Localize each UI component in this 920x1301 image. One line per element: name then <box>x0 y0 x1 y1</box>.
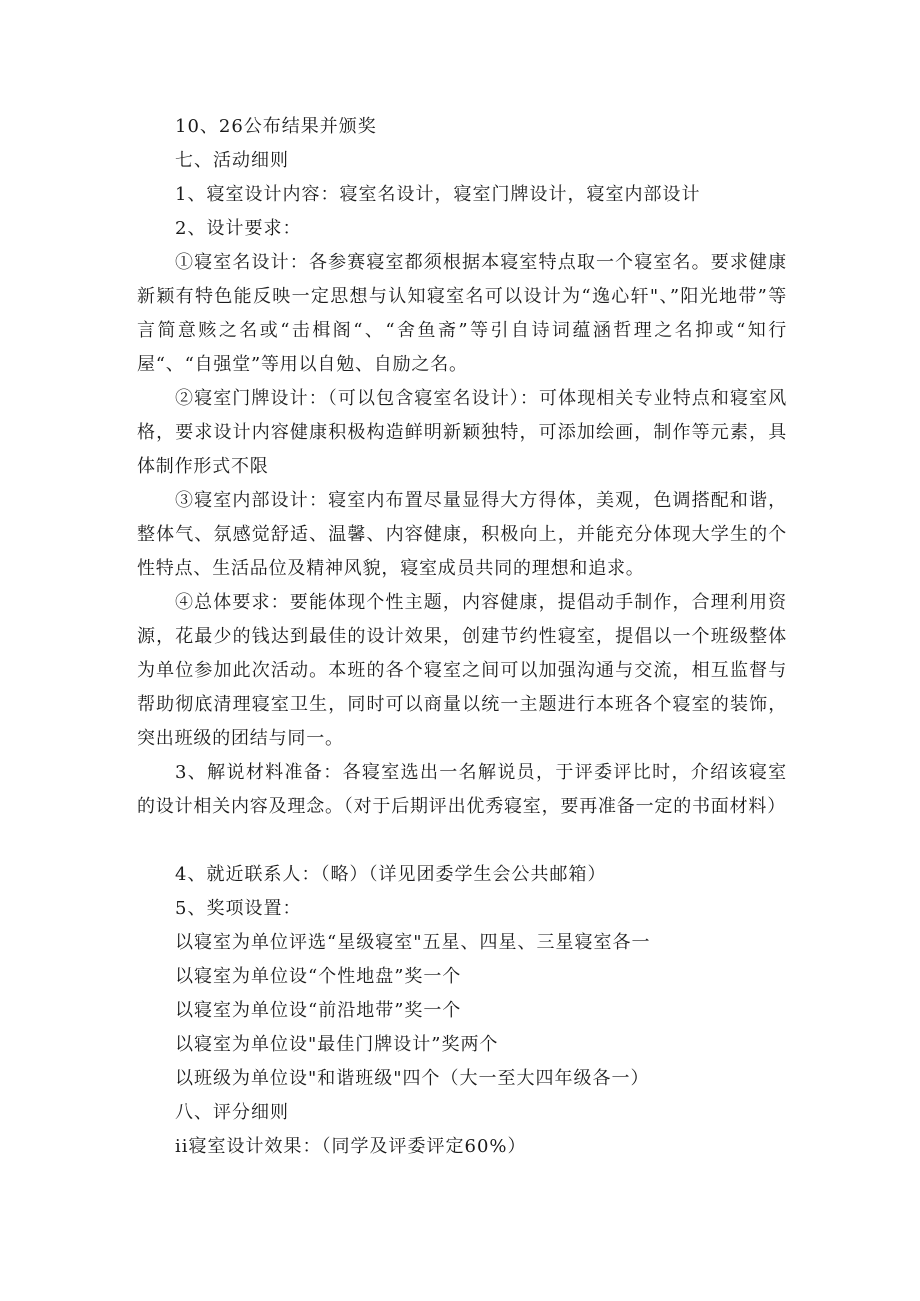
awards-heading: 5、奖项设置： <box>175 898 302 919</box>
design-content-line: 1、寝室设计内容：寝室名设计，寝室门牌设计，寝室内部设计 <box>175 184 701 205</box>
award-harmonious-class: 以班级为单位设"和谐班级"四个（大一至大四年级各一） <box>175 1068 650 1089</box>
section-heading-activity-rules: 七、活动细则 <box>175 150 289 171</box>
paragraph-presentation-materials: 3、解说材料准备：各寝室选出一名解说员，于评委评比时，介绍该寝室的设计相关内容及理念。（对于后期评出优秀寝室，要再准备一定的书面材料） <box>137 762 787 817</box>
section-heading-scoring-rules: 八、评分细则 <box>175 1102 289 1123</box>
design-requirements-heading: 2、设计要求： <box>175 218 302 239</box>
award-frontier-zone: 以寝室为单位设“前沿地带”奖一个 <box>175 1000 462 1021</box>
schedule-line-awards: 10、26公布结果并颁奖 <box>175 116 377 137</box>
paragraph-dorm-name-design: ①寝室名设计：各参赛寝室都须根据本寝室特点取一个寝室名。要求健康新颖有特色能反映一定思想与认知寝室名可以设计为“逸心轩"、”阳光地带”等言简意赅之名或“击楫阁“、“舍鱼斋”等引自诗词蕴涵哲理之名抑或“知行屋“、“自强堂”等用以自勉、自励之名。 <box>137 252 787 375</box>
award-personality-space: 以寝室为单位设“个性地盘”奖一个 <box>175 966 462 987</box>
scoring-design-effect-line: ii寝室设计效果：（同学及评委评定60%） <box>175 1136 527 1157</box>
paragraph-interior-design: ③寝室内部设计：寝室内布置尽量显得大方得体，美观，色调搭配和谐，整体气、氛感觉舒适、温馨、内容健康，积极向上，并能充分体现大学生的个性特点、生活品位及精神风貌，寝室成员共同的理想和追求。 <box>137 490 787 579</box>
contact-person-line: 4、就近联系人：（略）（详见团委学生会公共邮箱） <box>175 864 607 885</box>
paragraph-door-sign-design: ②寝室门牌设计：（可以包含寝室名设计）：可体现相关专业特点和寝室风格，要求设计内容健康积极构造鲜明新颖独特，可添加绘画，制作等元素，具体制作形式不限 <box>137 388 787 477</box>
paragraph-overall-requirements: ④总体要求：要能体现个性主题，内容健康，提倡动手制作，合理利用资源，花最少的钱达到最佳的设计效果，创建节约性寝室，提倡以一个班级整体为单位参加此次活动。本班的各个寝室之间可以加强沟通与交流，相互监督与帮助彻底清理寝室卫生，同时可以商量以统一主题进行本班各个寝室的装饰，突出班级的团结与同一。 <box>137 592 787 749</box>
award-star-dorm: 以寝室为单位评选“星级寝室"五星、四星、三星寝室各一 <box>175 932 651 953</box>
award-best-door-sign: 以寝室为单位设"最佳门牌设计”奖两个 <box>175 1034 499 1055</box>
